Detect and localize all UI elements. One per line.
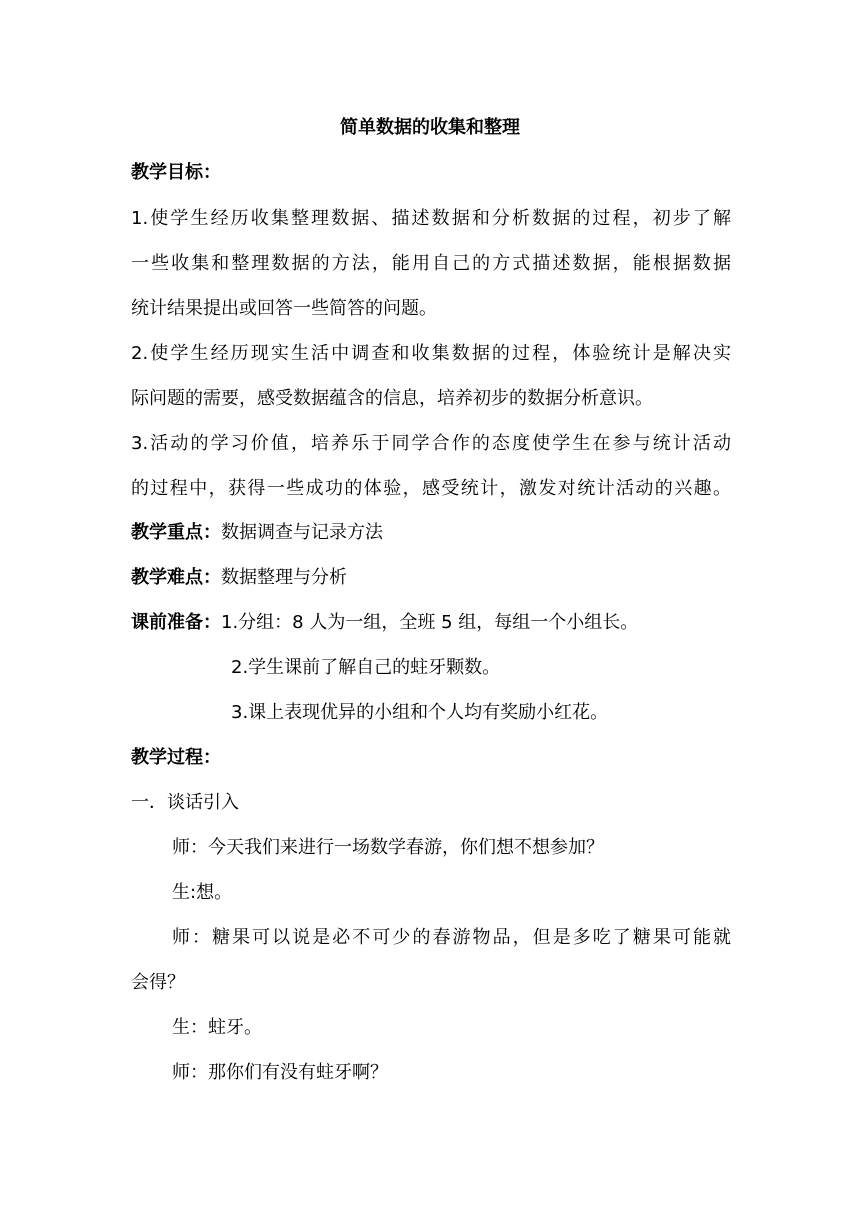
process-heading: 教学过程：	[131, 747, 221, 768]
dialogue-line-1: 师：今天我们来进行一场数学春游，你们想不想参加？	[172, 837, 604, 858]
objective-1-line-1: 1.使学生经历收集整理数据、描述数据和分析数据的过程，初步了解	[131, 208, 731, 229]
dialogue-line-3-cont: 会得？	[131, 972, 185, 993]
document-title: 简单数据的收集和整理	[340, 117, 520, 138]
dialogue-line-3: 师：糖果可以说是必不可少的春游物品，但是多吃了糖果可能就	[172, 927, 731, 948]
key-point-label: 教学重点：	[131, 522, 221, 543]
preparation-item-1: 1.分组：8 人为一组，全班 5 组，每组一个小组长。	[221, 612, 639, 633]
objective-1-line-3: 统计结果提出或回答一些简答的问题。	[131, 298, 437, 319]
key-point-text: 数据调查与记录方法	[221, 522, 383, 543]
objective-3-line-2: 的过程中，获得一些成功的体验，感受统计，激发对统计活动的兴趣。	[131, 478, 731, 499]
key-point-row	[131, 519, 383, 547]
objective-1-line-2: 一些收集和整理数据的方法，能用自己的方式描述数据，能根据数据	[131, 253, 731, 274]
preparation-item-2: 2.学生课前了解自己的蛀牙颗数。	[231, 657, 501, 678]
preparation-item-3: 3.课上表现优异的小组和个人均有奖励小红花。	[231, 702, 609, 723]
difficulty-row	[131, 564, 347, 592]
dialogue-line-4: 生：蛀牙。	[172, 1017, 262, 1038]
process-section-1-heading: 一．谈话引入	[131, 792, 239, 813]
objective-2-line-2: 际问题的需要，感受数据蕴含的信息，培养初步的数据分析意识。	[131, 388, 653, 409]
objectives-heading: 教学目标：	[131, 162, 221, 183]
dialogue-line-2: 生:想。	[172, 882, 233, 903]
objective-3-line-1: 3.活动的学习价值，培养乐于同学合作的态度使学生在参与统计活动	[131, 433, 731, 454]
preparation-label: 课前准备：	[131, 612, 221, 633]
difficulty-text: 数据整理与分析	[221, 567, 347, 588]
difficulty-label: 教学难点：	[131, 567, 221, 588]
preparation-row	[131, 609, 638, 637]
dialogue-line-5: 师：那你们有没有蛀牙啊？	[172, 1062, 388, 1083]
objective-2-line-1: 2.使学生经历现实生活中调查和收集数据的过程，体验统计是解决实	[131, 343, 731, 364]
